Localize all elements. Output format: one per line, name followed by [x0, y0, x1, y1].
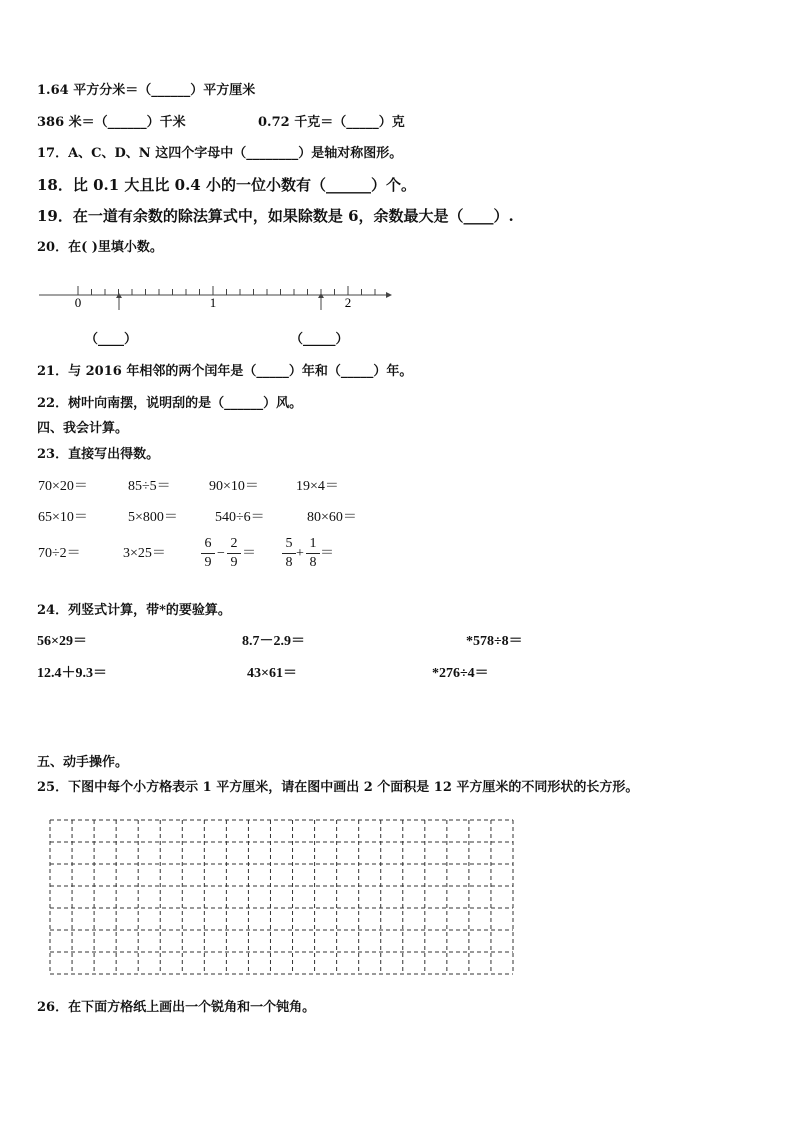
fraction-5-8	[282, 536, 296, 571]
denominator: 8	[309, 555, 317, 570]
calc-item: 19×4＝	[296, 479, 339, 494]
calc-item: 70×20＝	[38, 479, 88, 494]
calc-item: 65×10＝	[38, 510, 88, 525]
question-23: 23．直接写出得数。	[37, 447, 160, 462]
question-25: 25．下图中每个小方格表示 1 平方厘米，请在图中画出 2 个面积是 12 平方厘米的不同形状的长方形。	[37, 780, 639, 795]
number-line-label-0: 0	[74, 295, 82, 310]
vertical-calc-item: 12.4＋9.3＝	[37, 666, 107, 681]
calc-item: 3×25＝	[123, 546, 166, 561]
numerator: 2	[230, 536, 238, 551]
denominator: 9	[230, 555, 238, 570]
vertical-calc-item: *276÷4＝	[432, 666, 489, 681]
denominator: 9	[204, 555, 212, 570]
equals-sign: ＝	[242, 546, 256, 561]
question-22: 22．树叶向南摆，说明刮的是（______）风。	[37, 396, 303, 411]
vertical-calc-item: *578÷8＝	[466, 634, 523, 649]
vertical-calc-item: 56×29＝	[37, 634, 87, 649]
numerator: 5	[285, 536, 293, 551]
fraction-6-9	[201, 536, 215, 571]
q-area-conversion: 1.64 平方分米＝（______）平方厘米	[37, 83, 256, 98]
fraction-1-8	[306, 536, 320, 571]
calc-item: 90×10＝	[209, 479, 259, 494]
question-17: 17．A、C、D、N 这四个字母中（________）是轴对称图形。	[37, 146, 403, 161]
number-line-label-2: 2	[344, 295, 352, 310]
vertical-calc-item: 8.7－2.9＝	[242, 634, 305, 649]
equals-sign: ＝	[320, 546, 334, 561]
number-line-label-1: 1	[209, 295, 217, 310]
denominator: 8	[285, 555, 293, 570]
section-5-heading: 五、动手操作。	[37, 755, 129, 770]
operator-plus: +	[296, 546, 304, 561]
question-26: 26．在下面方格纸上画出一个锐角和一个钝角。	[37, 1000, 316, 1015]
calc-item: 70÷2＝	[38, 546, 81, 561]
vertical-calc-item: 43×61＝	[247, 666, 297, 681]
question-18: 18．比 0.1 大且比 0.4 小的一位小数有（______）个。	[37, 176, 416, 194]
fraction-2-9	[227, 536, 241, 571]
answer-blank-left[interactable]: （____）	[85, 332, 138, 347]
number-line	[36, 280, 396, 320]
section-4-heading: 四、我会计算。	[37, 421, 129, 436]
square-grid[interactable]	[48, 818, 518, 978]
numerator: 6	[204, 536, 212, 551]
question-20: 20．在( )里填小数。	[37, 240, 163, 255]
q-mass-conversion: 0.72 千克＝（_____）克	[258, 115, 405, 130]
calc-item: 5×800＝	[128, 510, 178, 525]
answer-blank-right[interactable]: （_____）	[290, 332, 349, 347]
question-21: 21．与 2016 年相邻的两个闰年是（_____）年和（_____）年。	[37, 364, 413, 379]
question-19: 19．在一道有余数的除法算式中，如果除数是 6，余数最大是（____）.	[37, 207, 514, 225]
q-length-conversion: 386 米＝（______）千米	[37, 115, 186, 130]
calc-item: 85÷5＝	[128, 479, 171, 494]
calc-item: 540÷6＝	[215, 510, 265, 525]
question-24: 24．列竖式计算，带*的要验算。	[37, 603, 231, 618]
calc-item: 80×60＝	[307, 510, 357, 525]
numerator: 1	[309, 536, 317, 551]
operator-minus: −	[217, 546, 225, 561]
